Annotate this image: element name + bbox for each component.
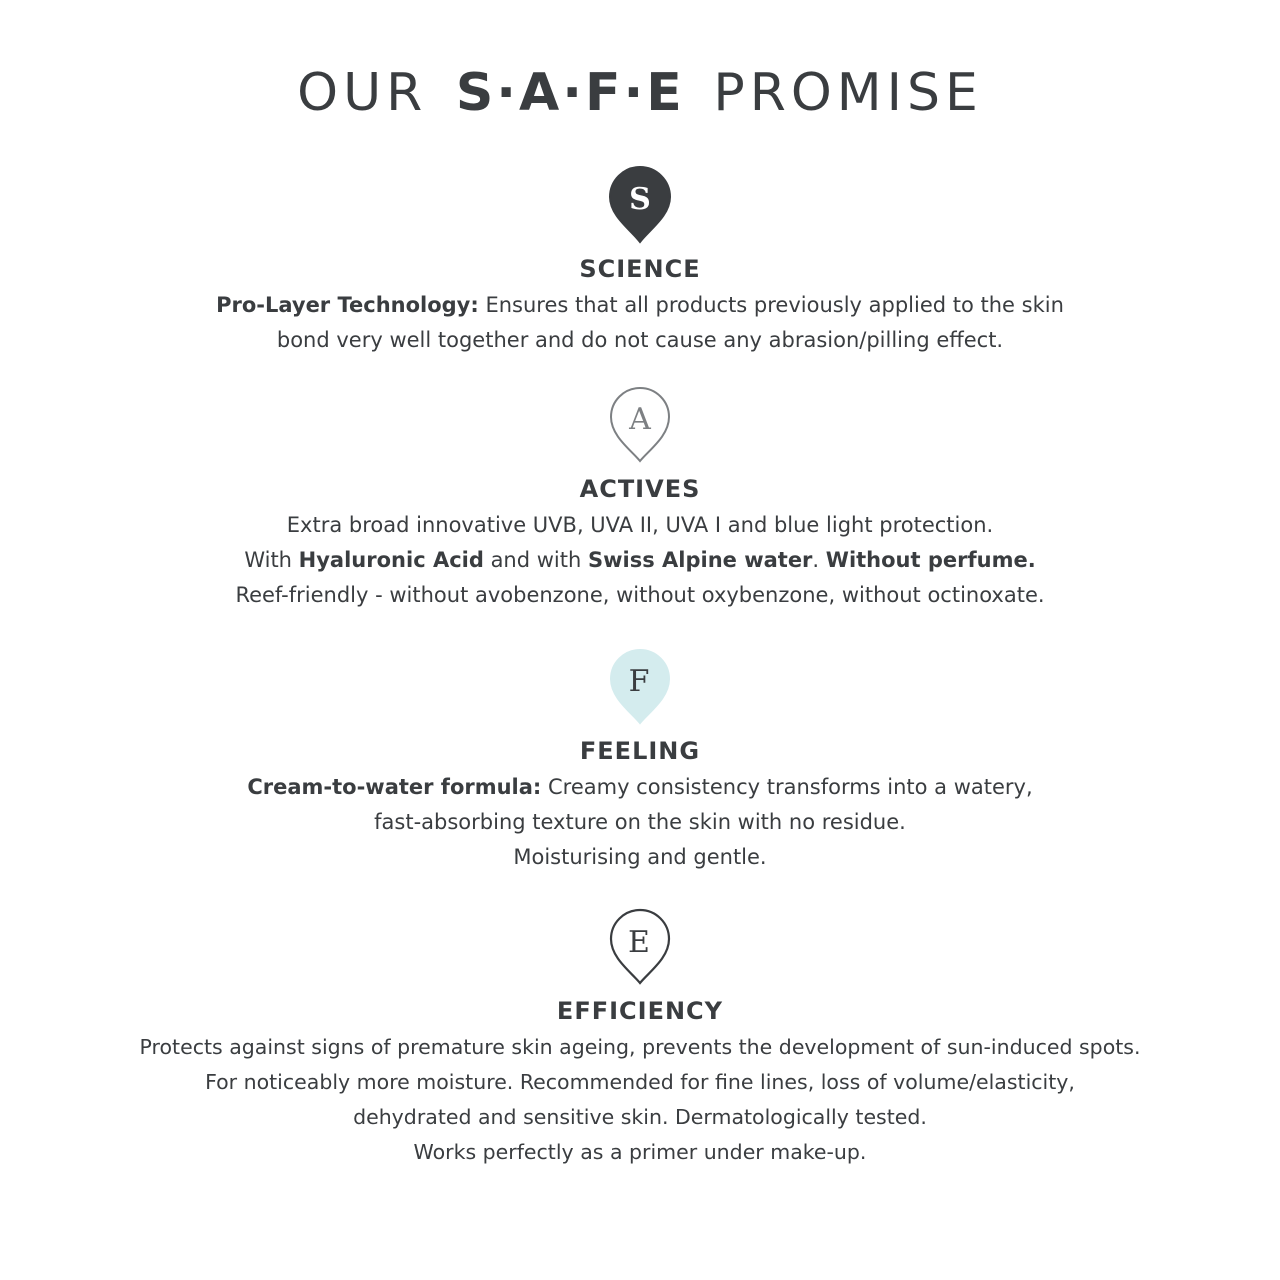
pin-f-icon [607,646,673,726]
section-science [0,164,1280,358]
pin-letter: E [628,925,650,960]
body-line: fast-absorbing texture on the skin with no residue. [374,810,906,834]
body-line: Moisturising and gentle. [513,845,767,869]
pin-letter: A [629,402,651,437]
page-title [0,58,1280,128]
body-line: Works perfectly as a primer under make-up. [413,1140,867,1164]
section-body [0,508,1280,613]
section-efficiency [0,906,1280,1170]
pin-letter: S [629,182,651,217]
body-emphasis: Cream-to-water formula: [247,775,542,799]
section-feeling [0,646,1280,875]
pin-letter: F [628,664,650,699]
body-text: Ensures that all products previously applied to the skin [478,293,1064,317]
body-text: Creamy consistency transforms into a watery, [541,775,1033,799]
body-emphasis: Swiss Alpine water [587,548,813,572]
body-emphasis: Without perfume. [825,548,1036,572]
body-emphasis: Hyaluronic Acid [298,548,484,572]
body-line: Extra broad innovative UVB, UVA II, UVA I and blue light protection. [286,513,994,537]
pin-a-icon [607,384,673,464]
body-line: Reef-friendly - without avobenzone, without oxybenzone, without octinoxate. [235,583,1045,607]
pin-e-icon [607,906,673,986]
title-suffix: PROMISE [713,63,983,123]
body-line: Protects against signs of premature skin ageing, prevents the development of sun-induced spots. [139,1035,1141,1059]
body-line: bond very well together and do not cause any abrasion/pilling effect. [276,328,1004,352]
title-acronym: S·A·F·E [455,63,685,123]
body-text: and with [483,548,588,572]
section-actives [0,384,1280,613]
section-body [0,1030,1280,1170]
pin-s-icon [607,164,673,244]
body-line [0,543,1280,578]
section-title: EFFICIENCY [556,997,724,1025]
section-body [0,770,1280,875]
body-text: With [244,548,299,572]
body-emphasis: Pro-Layer Technology: [216,293,479,317]
body-line [0,770,1280,805]
body-line: For noticeably more moisture. Recommended for fine lines, loss of volume/elasticity, [205,1070,1075,1094]
title-prefix: OUR [297,63,428,123]
section-title: ACTIVES [579,475,701,503]
body-text: . [812,548,826,572]
section-body [0,288,1280,358]
section-title: SCIENCE [579,255,701,283]
body-line: dehydrated and sensitive skin. Dermatologically tested. [353,1105,927,1129]
body-line [0,288,1280,323]
section-title: FEELING [579,737,701,765]
